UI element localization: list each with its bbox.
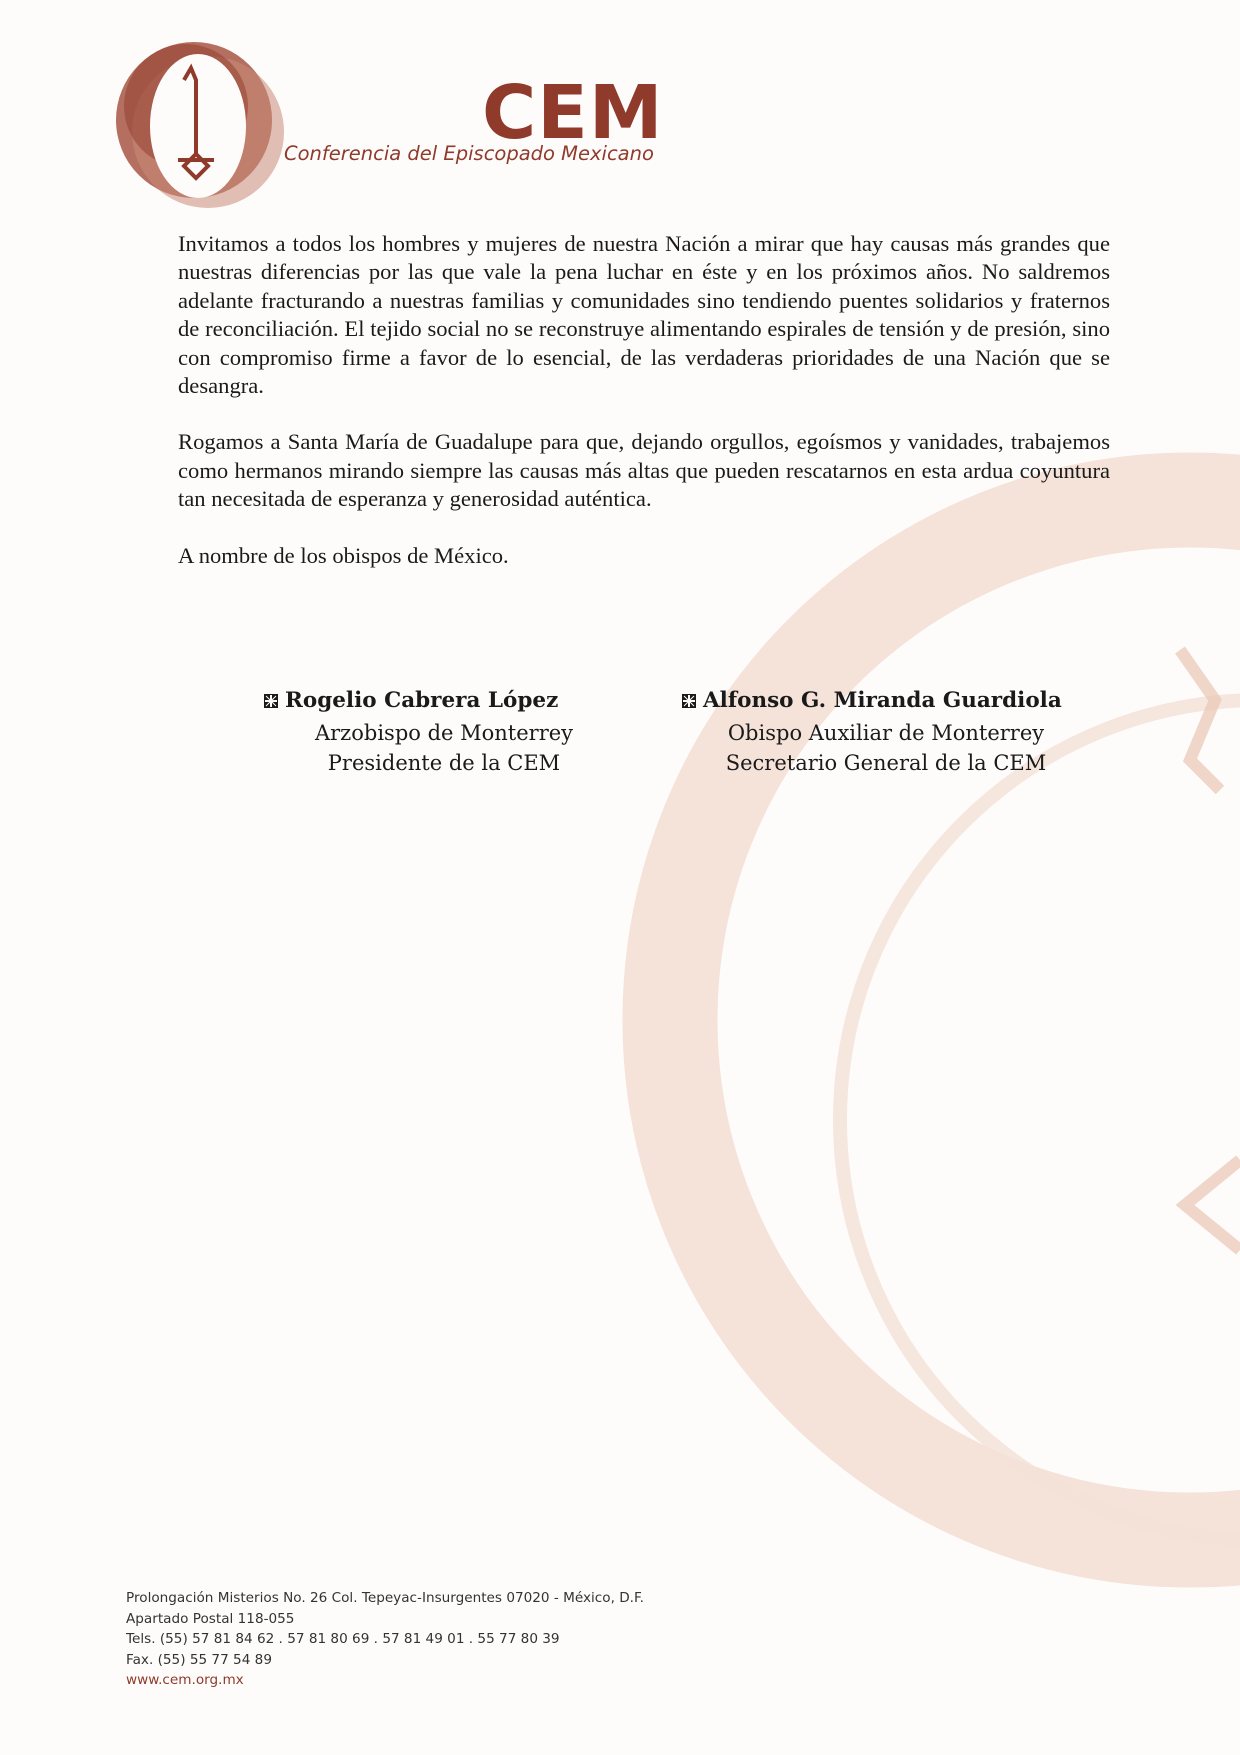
body-paragraph: Invitamos a todos los hombres y mujeres de nuestra Nación a mirar que hay causas más grandes que nuestras diferencias por las que vale la pena luchar en éste y en los próximos años. No saldremos adelante fracturando a nuestras familias y comunidades sino tendiendo puentes solidarios y fraternos de reconciliación. El tejido social no se reconstruye alimentando espirales de tensión y de presión, sino con compromiso firme a favor de lo esencial, de las verdaderas prioridades de una Nación que se desangra. bbox=[178, 231, 1110, 399]
body-paragraph: Rogamos a Santa María de Guadalupe para que, dejando orgullos, egoísmos y vanidades, trabajemos como hermanos mirando siempre las causas más altas que pueden rescatarnos en esta ardua coyuntura tan necesitada de esperanza y generosidad auténtica. bbox=[178, 429, 1110, 512]
signature-block-president bbox=[236, 684, 636, 778]
letter-body bbox=[178, 230, 1110, 598]
watermark-mark-lower bbox=[1185, 1160, 1240, 1250]
letterhead bbox=[108, 36, 668, 208]
episcopal-cross-icon bbox=[682, 694, 696, 708]
signature-block-secretary bbox=[640, 684, 1140, 778]
signatory-name: Rogelio Cabrera López bbox=[285, 688, 559, 713]
watermark-mark-upper bbox=[1180, 650, 1220, 790]
body-paragraph: A nombre de los obispos de México. bbox=[178, 542, 509, 568]
footer-address: Prolongación Misterios No. 26 Col. Tepeyac-Insurgentes 07020 - México, D.F. bbox=[126, 1590, 644, 1606]
logo-fullname: Conferencia del Episcopado Mexicano bbox=[284, 142, 654, 165]
signatory-position: Presidente de la CEM bbox=[327, 751, 561, 775]
logo-acronym: CEM bbox=[482, 70, 664, 156]
letterhead-footer bbox=[126, 1588, 644, 1691]
watermark-ring-outer bbox=[670, 500, 1240, 1540]
cem-logo-icon bbox=[108, 36, 288, 208]
footer-fax: Fax. (55) 55 77 54 89 bbox=[126, 1651, 272, 1668]
signatory-name: Alfonso G. Miranda Guardiola bbox=[703, 688, 1062, 713]
footer-po-box: Apartado Postal 118-055 bbox=[126, 1610, 295, 1627]
signatory-position: Secretario General de la CEM bbox=[725, 751, 1047, 775]
signatory-title: Arzobispo de Monterrey bbox=[314, 721, 574, 745]
signatory-title: Obispo Auxiliar de Monterrey bbox=[727, 721, 1045, 745]
episcopal-cross-icon bbox=[264, 694, 278, 708]
footer-phones: Tels. (55) 57 81 84 62 . 57 81 80 69 . 57 81 49 01 . 55 77 80 39 bbox=[126, 1631, 560, 1647]
footer-website-link[interactable]: www.cem.org.mx bbox=[126, 1672, 244, 1688]
